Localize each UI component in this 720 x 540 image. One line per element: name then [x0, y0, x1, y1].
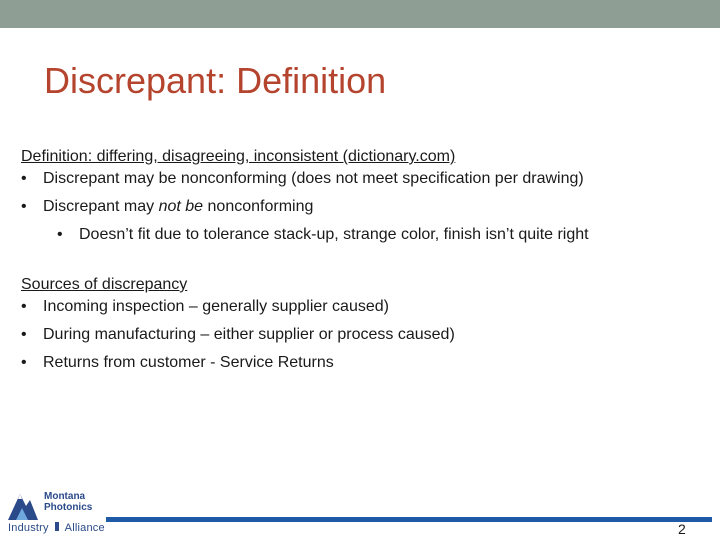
logo-line1: Montana	[44, 491, 86, 502]
montana-photonics-logo	[6, 488, 106, 536]
bullet-item	[21, 298, 389, 316]
bullet-marker: •	[21, 354, 27, 371]
logo-line3-right: Alliance	[64, 522, 105, 534]
definition-heading: Definition: differing, disagreeing, inconsistent (dictionary.com)	[21, 148, 456, 165]
bullet-text: Discrepant may	[43, 198, 159, 215]
bullet-item	[21, 170, 584, 188]
bullet-marker: •	[57, 226, 63, 243]
top-band	[0, 0, 720, 28]
bullet-text: nonconforming	[203, 198, 314, 215]
logo-line3-left: Industry	[8, 522, 49, 534]
logo-line2: Photonics	[44, 502, 93, 513]
bullet-text: Discrepant may be nonconforming (does not meet specification per drawing)	[43, 170, 584, 187]
logo-divider	[55, 522, 59, 531]
bullet-item	[21, 354, 334, 372]
bullet-text: During manufacturing – either supplier or process caused)	[43, 326, 455, 343]
sub-bullet-item	[57, 226, 589, 244]
bullet-text: Returns from customer - Service Returns	[43, 354, 334, 371]
mountain-icon	[6, 490, 40, 522]
bullet-marker: •	[21, 198, 27, 215]
sources-heading: Sources of discrepancy	[21, 276, 188, 293]
bullet-marker: •	[21, 170, 27, 187]
bullet-item	[21, 326, 455, 344]
footer-bar	[106, 517, 712, 522]
bullet-marker: •	[21, 298, 27, 315]
bullet-item	[21, 198, 313, 216]
bullet-text-italic: not be	[158, 198, 204, 215]
page-number: 2	[678, 521, 686, 537]
logo-wordmark	[44, 491, 92, 513]
bullet-marker: •	[21, 326, 27, 343]
sub-bullet-text: Doesn’t fit due to tolerance stack-up, strange color, finish isn’t quite right	[79, 226, 589, 243]
slide-title: Discrepant: Definition	[44, 60, 387, 101]
bullet-text: Incoming inspection – generally supplier caused)	[43, 298, 389, 315]
logo-tagline	[8, 522, 105, 534]
